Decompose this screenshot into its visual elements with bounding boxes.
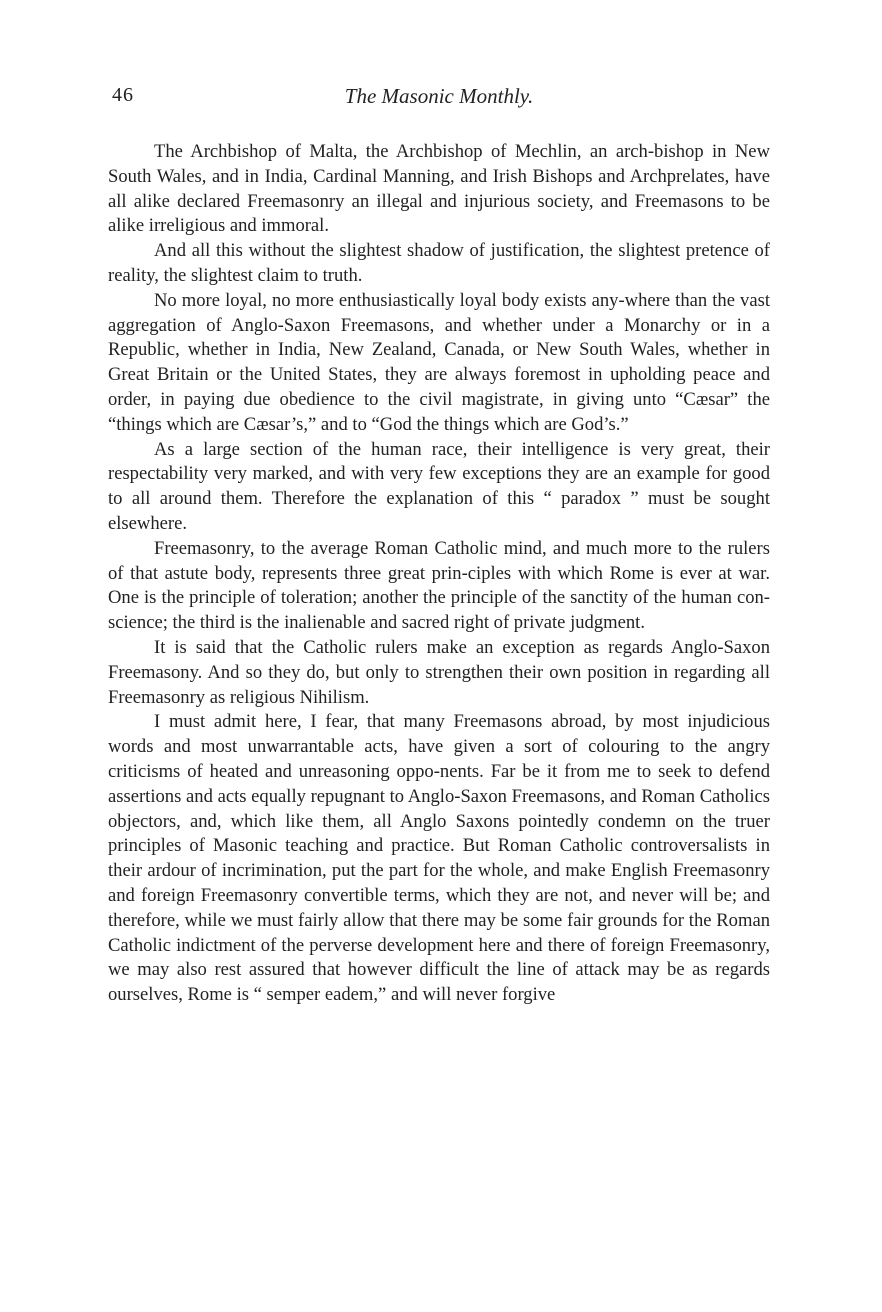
paragraph-freemasons-abroad: I must admit here, I fear, that many Freemasons abroad, by most injudicious words and most unwarrantable acts, have given a sort of colouring to the angry criticisms of heated and unreasoning oppo-nents. Far be it from me to seek to defend assertions and acts equally repugnant to Anglo-Saxon Freemasons, and Roman Catholics objectors, and, which like them, all Anglo Saxons pointedly condemn on the truer principles of Masonic teaching and practice. But Roman Catholic controversalists in their ardour of incrimination, put the part for the whole, and make English Freemasonry and foreign Freemasonry convertible terms, which they are not, and never will be; and therefore, while we must fairly allow that there may be some fair grounds for the Roman Catholic indictment of the perverse development here and there of foreign Freemasonry, we may also rest assured that however difficult the line of attack may be as regards ourselves, Rome is “ semper eadem,” and will never forgive bbox=[108, 711, 770, 1006]
running-title: The Masonic Monthly. bbox=[344, 84, 534, 108]
page bbox=[108, 84, 770, 1008]
paragraph-archbishops: The Archbishop of Malta, the Archbishop of Mechlin, an arch-bishop in New South Wales, and in India, Cardinal Manning, and Irish Bishops and Archprelates, have all alike declared Freemasonry an illegal and injurious society, and Freemasons to be alike irreligious and immoral. bbox=[108, 141, 770, 237]
page-number: 46 bbox=[112, 84, 134, 106]
body-text bbox=[108, 140, 770, 1008]
paragraph-large-section: As a large section of the human race, their intelligence is very great, their respectability very marked, and with very few exceptions they are an example for good to all around them. Therefore the explanation of this “ paradox ” must be sought elsewhere. bbox=[108, 438, 770, 534]
paragraph-catholic-rulers: It is said that the Catholic rulers make an exception as regards Anglo-Saxon Freemasony. And so they do, but only to strengthen their own position in regarding all Freemasonry as religious Nihilism. bbox=[108, 636, 770, 708]
paragraph-without-justification: And all this without the slightest shadow of justification, the slightest pretence of reality, the slightest claim to truth. bbox=[108, 240, 770, 286]
paragraph-loyal-body: No more loyal, no more enthusiastically loyal body exists any-where than the vast aggregation of Anglo-Saxon Freemasons, and whether under a Monarchy or in a Republic, whether in India, New Zealand, Canada, or New South Wales, whether in Great Britain or the United States, they are always foremost in upholding peace and order, in paying due obedience to the civil magistrate, in giving unto “Cæsar” the “things which are Cæsar’s,” and to “God the things which are God’s.” bbox=[108, 289, 770, 435]
page-header bbox=[108, 84, 770, 116]
paragraph-three-principles: Freemasonry, to the average Roman Catholic mind, and much more to the rulers of that astute body, represents three great prin-ciples with which Rome is ever at war. One is the principle of toleration; another the principle of the sanctity of the human con-science; the third is the inalienable and sacred right of private judgment. bbox=[108, 537, 770, 634]
